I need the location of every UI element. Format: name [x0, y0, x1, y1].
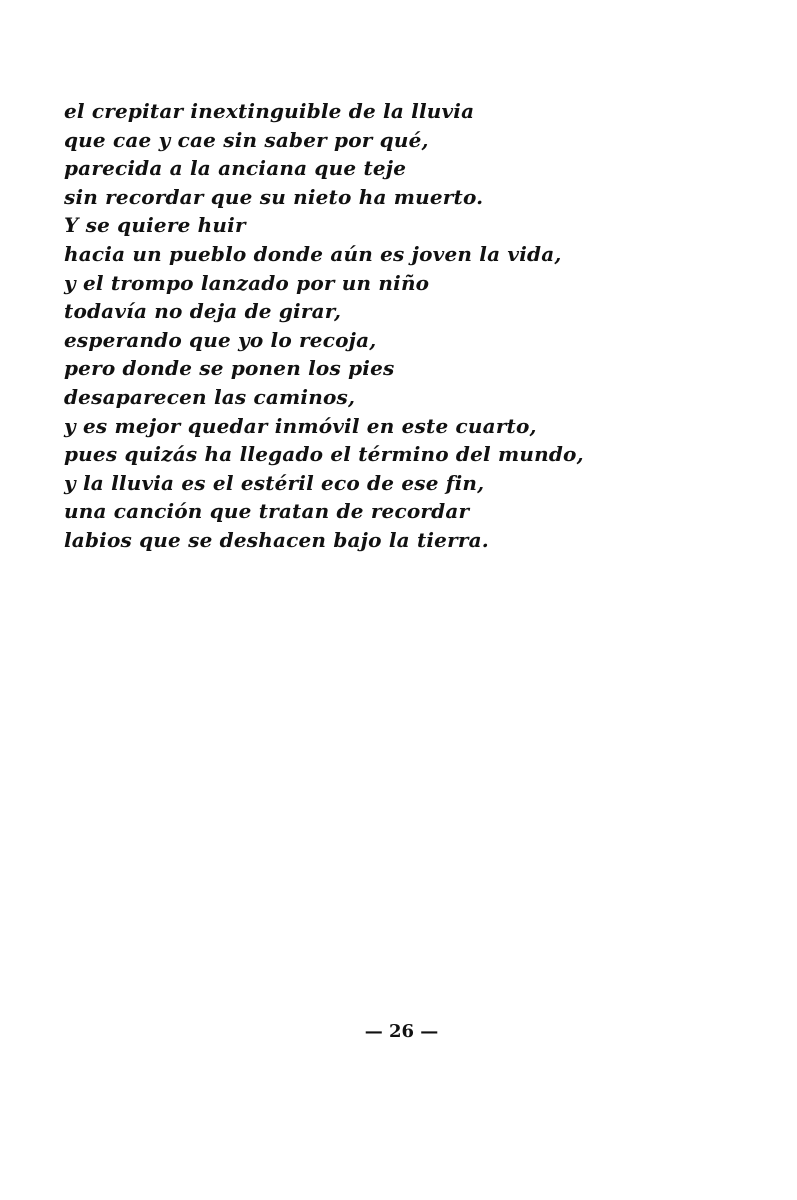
poem-line: y es mejor quedar inmóvil en este cuarto,: [64, 413, 537, 438]
poem-line: una canción que tratan de recordar: [64, 499, 470, 524]
poem-line: el crepitar inextinguible de la lluvia: [64, 99, 475, 123]
poem-line: parecida a la anciana que teje: [64, 156, 407, 181]
poem-line: pero donde se ponen los pies: [64, 356, 395, 381]
poem-line: y la lluvia es el estéril eco de ese fin,: [64, 470, 485, 495]
poem-line: pues quizás ha llegado el término del mundo,: [64, 442, 584, 467]
poem-line: desaparecen las caminos,: [64, 384, 356, 409]
poem-line: y el trompo lanzado por un niño: [64, 270, 430, 295]
poem-line: esperando que yo lo recoja,: [64, 327, 377, 352]
poem-line: que cae y cae sin saber por qué,: [64, 127, 429, 152]
page-number: — 26 —: [364, 1021, 439, 1042]
poem-line: hacia un pueblo donde aún es joven la vida,: [64, 241, 562, 266]
poem-text: [64, 97, 764, 555]
poem-line: Y se quiere huir: [64, 213, 246, 238]
poem-line: sin recordar que su nieto ha muerto.: [64, 184, 484, 209]
poem-line: labios que se deshacen bajo la tierra.: [64, 527, 489, 552]
poem-line: todavía no deja de girar,: [64, 299, 342, 324]
